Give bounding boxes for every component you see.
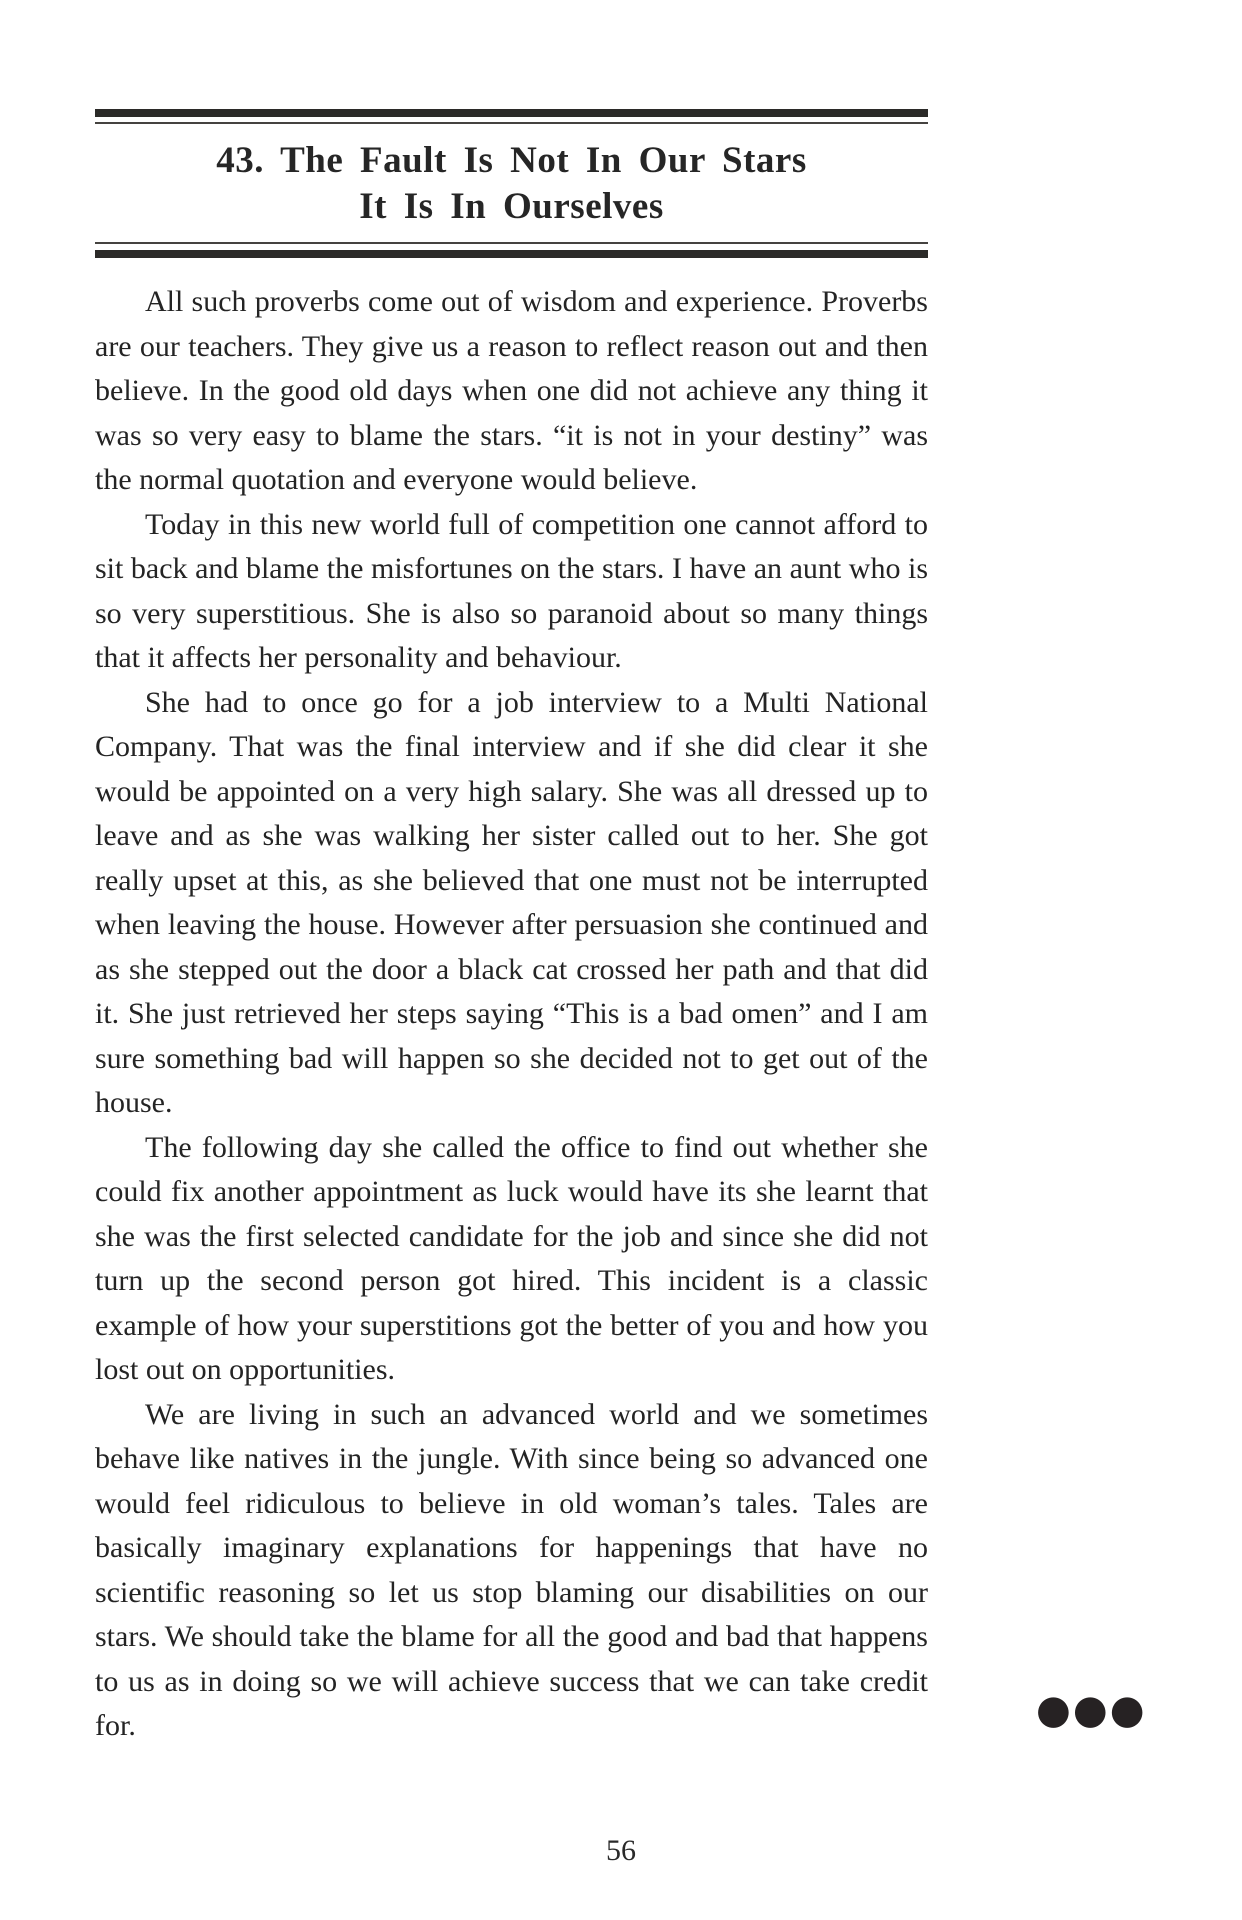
paragraph: The following day she called the office to find out whether she could fix another appointment as luck would have its she learnt that she was the first selected candidate for the job and since she did not turn up the second person got hired. This incident is a classic example of how your superstitions got the better of you and how you lost out on opportunities. (95, 1130, 928, 1386)
paragraph: Today in this new world full of competition one cannot afford to sit back and blame the misfortunes on the stars. I have an aunt who is so very superstitious. She is also so paranoid about so many things that it affects her personality and behaviour. (95, 507, 928, 674)
article-body (95, 280, 928, 1749)
paragraph: All such proverbs come out of wisdom and experience. Proverbs are our teachers. They give us a reason to reflect reason out and then believe. In the good old days when one did not achieve any thing it was so very easy to blame the stars. “it is not in your destiny” was the normal quotation and everyone would believe. (95, 285, 928, 496)
header-rule-top-thick (95, 109, 928, 117)
header-rule-bottom-thick (95, 250, 928, 258)
chapter-title (95, 138, 928, 230)
header-rule-bottom-thin (95, 242, 928, 244)
paragraph: We are living in such an advanced world and we sometimes behave like natives in the jungle. With since being so advanced one would feel ridiculous to believe in old woman’s tales. Tales are basically imaginary explanations for happenings that have no scientific reasoning so let us stop blaming our disabilities on our stars. We should take the blame for all the good and bad that happens to us as in doing so we will achieve success that we can take credit for. (95, 1397, 928, 1742)
chapter-title-line2: It Is In Ourselves (359, 186, 664, 227)
chapter-title-line1: 43. The Fault Is Not In Our Stars (216, 140, 807, 181)
three-dots-icon: ●●● (1036, 1687, 1147, 1733)
page-number: 56 (606, 1834, 636, 1867)
header-rule-top-thin (95, 122, 928, 124)
text-column (95, 109, 928, 1749)
paragraph: She had to once go for a job interview to a Multi National Company. That was the final interview and if she did clear it she would be appointed on a very high salary. She was all dressed up to leave and as she was walking her sister called out to her. She got really upset at this, as she believed that one must not be interrupted when leaving the house. However after persuasion she continued and as she stepped out the door a black cat crossed her path and that did it. She just retrieved her steps saying “This is a bad omen” and I am sure something bad will happen so she decided not to get out of the house. (95, 685, 928, 1119)
